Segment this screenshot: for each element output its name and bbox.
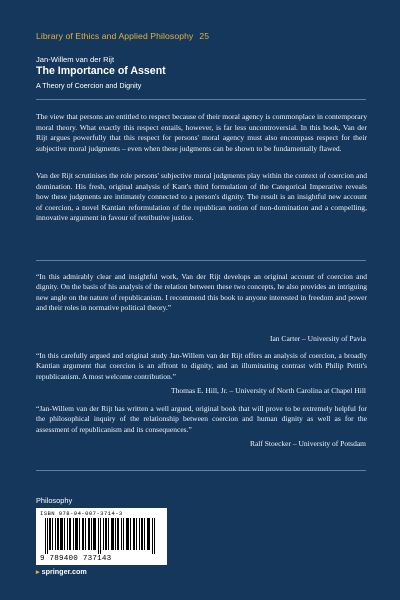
publisher-website[interactable] [36,567,87,576]
isbn-digits: 9 789400 737143 [40,555,112,563]
series-name: Library of Ethics and Applied Philosophy [36,31,194,41]
endorsement-quote-1: “In this admirably clear and insightful work, Van der Rijt develops an original account of coercion and dignity. On the basis of his analysis of the relation between these two concepts, he also provides an intriguing new angle on the nature of republicanism. I recommend this book to anyone interested in freedom and power and their roles in normative political theory.” [36,272,367,313]
blurb-paragraph-2: Van der Rijt scrutinises the role persons' subjective moral judgments play within the context of coercion and domination. His fresh, original analysis of Kant's third formulation of the Categorical Imperative reveals how these judgments are intimately connected to a person's dignity. The result is an insightful new account of coercion, a novel Kantian reformulation of the republican notion of non-domination and a compelling, innovative argument in favour of retributive justice. [36,171,367,223]
publisher-website-text: springer.com [41,567,87,576]
endorsement-quote-2: “In this carefully argued and original study Jan-Willem van der Rijt offers an analysis of coercion, a broadly Kantian argument that coercion is an affront to dignity, and an illuminating contrast with Philip Pettit's republicanism. A most welcome contribution.” [36,351,367,381]
endorsement-attribution-2: Thomas E. Hill, Jr. – University of North Carolina at Chapel Hill [171,386,366,395]
divider-bottom [36,470,366,471]
arrow-icon: ▸ [36,567,40,576]
book-title: The Importance of Assent [36,65,166,77]
divider-top [36,99,366,100]
blurb-paragraph-1: The view that persons are entitled to respect because of their moral agency is commonplace in contemporary moral theory. What exactly this respect entails, however, is far less uncontroversial. In this book, Van der Rijt argues powerfully that this respect for persons' moral agency must also encompass respect for their subjective moral judgments – even when these judgments can be shown to be fundamentally flawed. [36,112,367,153]
divider-middle [36,260,366,261]
series-line [36,31,209,41]
endorsement-attribution-1: Ian Carter – University of Pavia [269,334,366,343]
book-author: Jan-Willem van der Rijt [36,55,115,64]
endorsement-quote-3: “Jan-Willem van der Rijt has written a well argued, original book that will prove to be extremely helpful for the philosophical inquiry of the relationship between coercion and human dignity as well as for the assessment of republicanism and its consequences.” [36,404,367,434]
isbn-label: ISBN 978-94-007-3714-3 [40,510,123,517]
barcode-bars [45,518,159,554]
subject-category: Philosophy [36,496,73,505]
book-subtitle: A Theory of Coercion and Dignity [36,81,142,90]
series-number: 25 [199,31,210,41]
endorsement-attribution-3: Ralf Stoecker – University of Potsdam [249,439,366,448]
barcode [36,508,167,565]
